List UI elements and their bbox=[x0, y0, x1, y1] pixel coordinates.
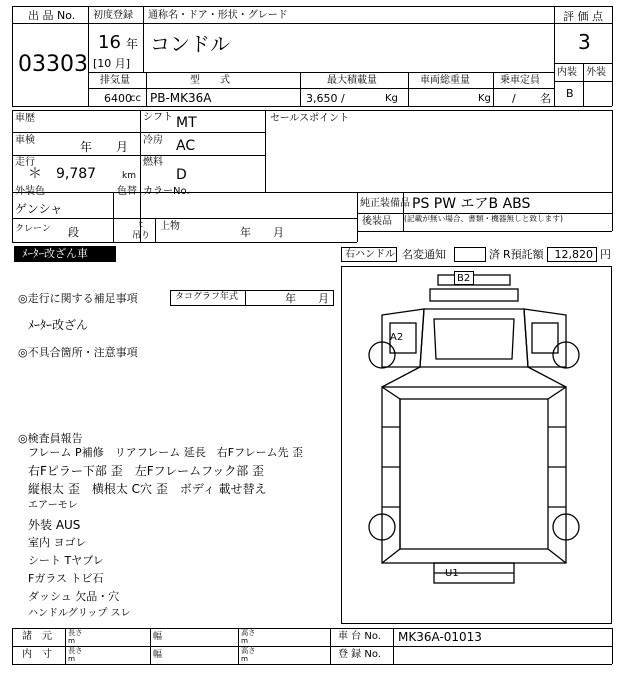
mark-a2: A2 bbox=[390, 332, 404, 343]
reg-year: 16 bbox=[98, 32, 121, 53]
inspector-line: 右Fピラー下部 歪 左Fフレームフック部 歪 bbox=[28, 464, 265, 478]
gross-label: 車両総重量 bbox=[420, 75, 470, 86]
name-label: 通称名・ドア・形状・グレード bbox=[148, 10, 288, 21]
height-label-2: 高さ bbox=[241, 647, 256, 656]
mark-b2-box bbox=[454, 271, 474, 285]
travel-title: ◎走行に関する補足事項 bbox=[18, 292, 138, 305]
handle-box: 右ハンドル bbox=[341, 247, 397, 262]
mark-u1: U1 bbox=[445, 568, 459, 579]
m-unit-3: m bbox=[241, 637, 249, 646]
car-name: コンドル bbox=[150, 32, 230, 56]
crane-tsuri: 吊り bbox=[132, 231, 151, 241]
recycle-label: R預託額 bbox=[503, 248, 544, 261]
displacement-unit: cc bbox=[130, 93, 141, 104]
ac-label: 冷房 bbox=[143, 135, 163, 146]
displacement-label: 排気量 bbox=[100, 75, 130, 86]
ac-value: AC bbox=[176, 138, 196, 154]
mileage-label: 走行 bbox=[15, 157, 35, 168]
model-code: PB-MK36A bbox=[150, 91, 212, 105]
inspector-line: フレーム P補修 リアフレーム 延長 右Fフレーム先 歪 bbox=[28, 446, 304, 459]
shoen-label: 諸 元 bbox=[22, 631, 52, 642]
load-label: 最大積載量 bbox=[327, 75, 377, 86]
kg-unit-2: Kg bbox=[478, 93, 491, 104]
shift-value: MT bbox=[176, 115, 197, 131]
inspector-line: エアーモレ bbox=[28, 500, 78, 511]
lift-ym: 年 月 bbox=[240, 226, 284, 239]
name-change-box bbox=[454, 247, 486, 262]
regno-label: 登 録 No. bbox=[338, 649, 381, 660]
len-label-1: 長さ bbox=[68, 629, 83, 638]
name-change-label: 名変通知 bbox=[402, 248, 446, 261]
crane-value: 段 bbox=[68, 226, 79, 239]
inspector-line: 縦根太 歪 横根太 C穴 歪 ボディ 載せ替え bbox=[28, 482, 267, 496]
color-no-label: 色替 bbox=[117, 186, 137, 197]
aftermarket-note: (記載が無い場合、書類・機器無しと致します) bbox=[404, 215, 563, 224]
aftermarket-label: 後装品 bbox=[362, 216, 392, 227]
lot-label: 出 品 No. bbox=[28, 9, 76, 22]
model-label: 型 式 bbox=[190, 75, 230, 86]
m-unit-2: m bbox=[68, 655, 76, 664]
crane-t: t bbox=[139, 220, 143, 230]
mileage-unit: km bbox=[122, 171, 136, 181]
m-unit-4: m bbox=[241, 655, 249, 664]
inspector-line: Fガラス トビ石 bbox=[28, 572, 104, 585]
chassis-number: MK36A-01013 bbox=[398, 630, 482, 644]
defects-title: ◎不具合箇所・注意事項 bbox=[18, 346, 138, 359]
inspector-line: 室内 ヨゴレ bbox=[28, 536, 87, 549]
crane-label: クレーン bbox=[15, 224, 51, 234]
chassis-label: 車 台 No. bbox=[338, 631, 381, 642]
max-load: 3,650 / bbox=[306, 92, 345, 105]
mark-b2: B2 bbox=[457, 273, 471, 284]
capacity: / bbox=[512, 92, 516, 105]
reg-label: 初度登録 bbox=[93, 10, 133, 21]
truck-outline bbox=[342, 267, 611, 623]
fuel-value: D bbox=[176, 167, 187, 183]
shift-label: シフト bbox=[143, 112, 173, 123]
height-label-1: 高さ bbox=[241, 629, 256, 638]
yen-unit: 円 bbox=[600, 248, 611, 261]
travel-note: ﾒｰﾀｰ改ざん bbox=[28, 318, 89, 332]
recycle-flag: 済 bbox=[489, 248, 500, 261]
recycle-amount: 12,820 bbox=[554, 248, 593, 261]
year-unit: 年 bbox=[126, 37, 139, 51]
tachograph-box: タコグラフ年式 年 月 bbox=[170, 290, 334, 306]
meter-tamper-badge: ﾒｰﾀｰ改ざん車 bbox=[14, 246, 116, 262]
inspector-line: ダッシュ 欠品・穴 bbox=[28, 590, 120, 603]
width-label-1: 幅 bbox=[153, 632, 163, 642]
ext-color-label: 外装色 bbox=[15, 186, 45, 197]
interior-grade: B bbox=[566, 87, 574, 100]
inspector-title: ◎検査員報告 bbox=[18, 432, 83, 445]
mileage-value: ＊ 9,787 bbox=[28, 166, 97, 182]
m-unit-1: m bbox=[68, 637, 76, 646]
naisun-label: 内 寸 bbox=[22, 649, 52, 660]
reg-month: [10 月] bbox=[93, 57, 131, 70]
capacity-label: 乗車定員 bbox=[500, 75, 540, 86]
oem-label: 純正装備品 bbox=[360, 198, 410, 209]
inspector-line: ハンドルグリップ スレ bbox=[28, 608, 131, 619]
kg-unit-1: Kg bbox=[385, 93, 398, 104]
inspection-ym: 年 月 bbox=[80, 140, 129, 154]
history-label: 車歴 bbox=[15, 113, 35, 124]
len-label-2: 長さ bbox=[68, 647, 83, 656]
grade-label: 評 価 点 bbox=[563, 10, 603, 23]
exterior-label: 外装 bbox=[586, 67, 606, 78]
oem-value: PS PW エアB ABS bbox=[412, 196, 531, 212]
capacity-unit: 名 bbox=[540, 92, 551, 105]
lift-label: 上物 bbox=[160, 221, 180, 232]
inspector-line: シート Tヤブレ bbox=[28, 554, 104, 567]
color-code-label: カラーNo. bbox=[143, 186, 190, 197]
recycle-box bbox=[547, 247, 597, 262]
width-label-2: 幅 bbox=[153, 650, 163, 660]
fuel-label: 燃料 bbox=[143, 157, 163, 168]
grade-value: 3 bbox=[578, 30, 591, 54]
sales-point-label: セールスポイント bbox=[270, 113, 350, 124]
ext-color-value: ゲンシャ bbox=[15, 202, 63, 216]
displacement: 6400 bbox=[104, 92, 132, 105]
inspection-label: 車検 bbox=[15, 135, 35, 146]
interior-label: 内装 bbox=[557, 67, 577, 78]
truck-diagram bbox=[341, 266, 612, 624]
lot-number: 03303 bbox=[18, 52, 88, 77]
inspector-line: 外装 AUS bbox=[28, 518, 81, 532]
